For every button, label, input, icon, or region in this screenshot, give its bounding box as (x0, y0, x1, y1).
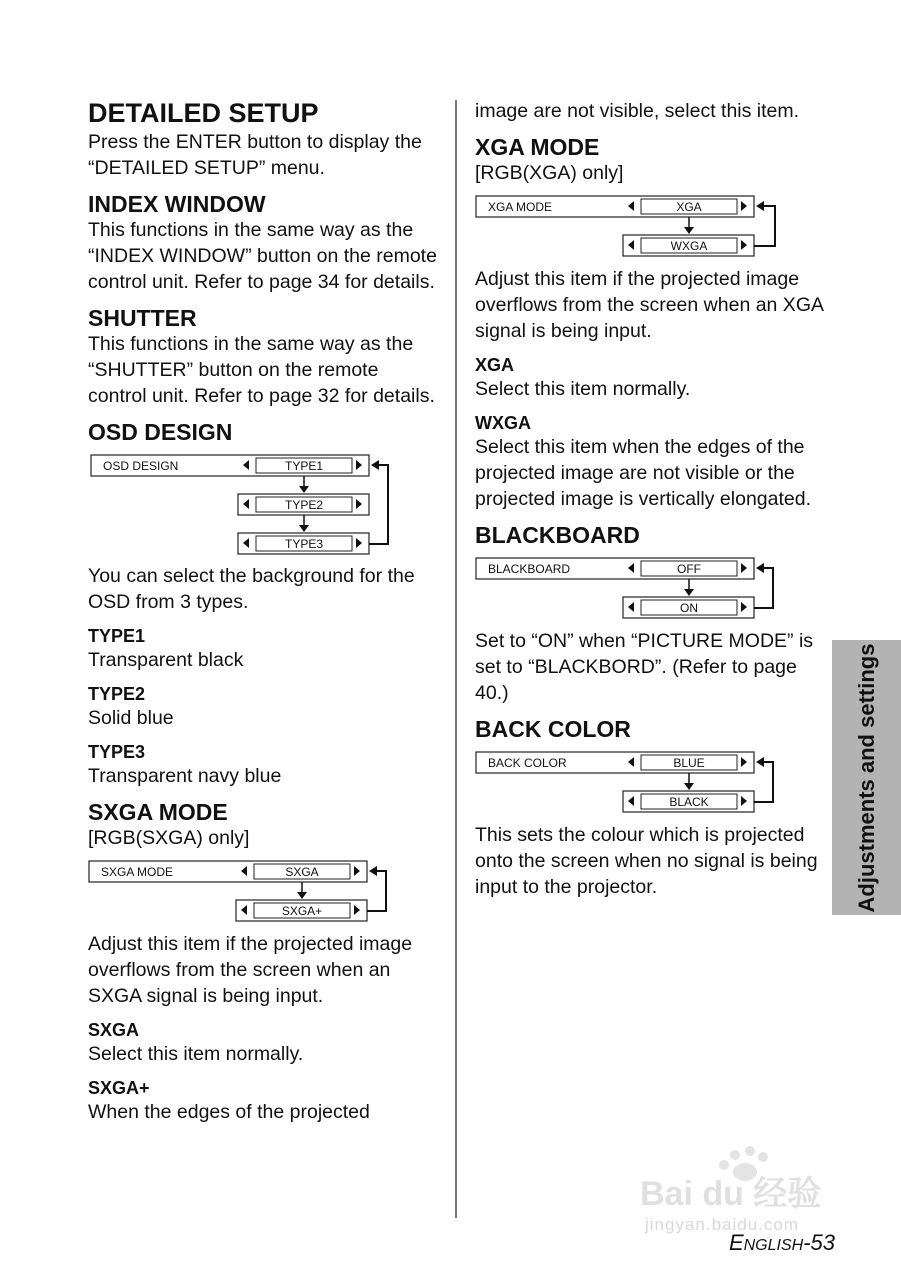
xga-mode-menu-diagram (475, 194, 825, 258)
type1-heading: TYPE1 (88, 626, 146, 646)
side-tab-label: Adjustments and settings (853, 643, 879, 912)
page-footer (729, 1230, 835, 1256)
back-color-heading: BACK COLOR (475, 716, 631, 742)
xga-menu-label: XGA MODE (488, 200, 553, 214)
osd-option-1: TYPE1 (284, 459, 324, 473)
osd-design-menu-diagram (88, 453, 438, 555)
column-divider (455, 100, 457, 1218)
continued-text: image are not visible, select this item. (475, 100, 800, 122)
footer-lang-rest: NGLISH (743, 1237, 804, 1254)
right-column (475, 98, 825, 900)
wxga-text: Select this item when the edges of the projected image are not visible or the projected image is vertically elongated. (475, 436, 812, 510)
sxga-heading: SXGA (88, 1020, 140, 1040)
section-side-tab (832, 640, 901, 915)
sxga-mode-text: Adjust this item if the projected image overflows from the screen when an SXGA signal is being input. (88, 933, 413, 1007)
type1-text: Transparent black (88, 649, 244, 671)
xga-mode-heading: XGA MODE (475, 134, 600, 160)
sxga-plus-text: When the edges of the projected (88, 1101, 370, 1123)
down-arrow-icon (684, 227, 694, 234)
blackboard-option-2: ON (680, 601, 698, 615)
osd-menu-label: OSD DESIGN (103, 459, 179, 473)
wxga-heading: WXGA (475, 413, 531, 433)
shutter-text: This functions in the same way as the “SHUTTER” button on the remote control unit. Refer to page 32 for details. (88, 333, 435, 407)
osd-design-heading: OSD DESIGN (88, 419, 233, 445)
page-number: -53 (803, 1230, 835, 1255)
down-arrow-icon (297, 892, 307, 899)
osd-design-text: You can select the background for the OSD from 3 types. (88, 565, 415, 613)
down-arrow-icon (684, 589, 694, 596)
sxga-mode-menu-diagram (88, 859, 438, 923)
index-window-text: This functions in the same way as the “INDEX WINDOW” button on the remote control unit. Refer to page 34 for details. (88, 219, 437, 293)
blackboard-menu-label: BLACKBOARD (488, 562, 571, 576)
back-color-option-2: BLACK (669, 795, 709, 809)
footer-lang-initial: E (728, 1230, 744, 1255)
sxga-option-2: SXGA+ (281, 904, 323, 918)
type3-text: Transparent navy blue (88, 765, 282, 787)
back-color-option-1: BLUE (673, 756, 705, 770)
sxga-mode-heading: SXGA MODE (88, 799, 228, 825)
shutter-heading: SHUTTER (88, 305, 197, 331)
sxga-option-1: SXGA (285, 865, 319, 879)
sxga-text: Select this item normally. (88, 1043, 304, 1065)
osd-option-2: TYPE2 (284, 498, 324, 512)
blackboard-text: Set to “ON” when “PICTURE MODE” is set to “BLACKBORD”. (Refer to page 40.) (475, 630, 814, 704)
xga-text: Select this item normally. (475, 378, 691, 400)
osd-option-3: TYPE3 (284, 537, 324, 551)
index-window-heading: INDEX WINDOW (88, 191, 266, 217)
down-arrow-icon (299, 486, 309, 493)
sxga-menu-label: SXGA MODE (101, 865, 174, 879)
down-arrow-icon (684, 783, 694, 790)
xga-heading: XGA (475, 355, 515, 375)
xga-option-2: WXGA (670, 239, 708, 253)
xga-option-1: XGA (676, 200, 702, 214)
type3-heading: TYPE3 (88, 742, 146, 762)
blackboard-menu-diagram (475, 556, 825, 620)
blackboard-option-1: OFF (677, 562, 701, 576)
xga-mode-subtitle: [RGB(XGA) only] (475, 162, 624, 184)
xga-mode-text: Adjust this item if the projected image overflows from the screen when an XGA signal is being input. (475, 268, 823, 342)
sxga-plus-heading: SXGA+ (88, 1078, 150, 1098)
type2-text: Solid blue (88, 707, 174, 729)
watermark-logo-text: Bai du 经验 (640, 1175, 822, 1213)
type2-heading: TYPE2 (88, 684, 146, 704)
page-title: DETAILED SETUP (88, 98, 319, 128)
back-color-menu-diagram (475, 750, 825, 814)
blackboard-heading: BLACKBOARD (475, 522, 640, 548)
back-color-text: This sets the colour which is projected onto the screen when no signal is being input to the projector. (475, 824, 818, 898)
intro-text: Press the ENTER button to display the “DETAILED SETUP” menu. (88, 131, 422, 179)
left-column (88, 98, 438, 1125)
sxga-mode-subtitle: [RGB(SXGA) only] (88, 827, 250, 849)
back-color-menu-label: BACK COLOR (488, 756, 567, 770)
watermark-url: jingyan.baidu.com (645, 1215, 800, 1234)
